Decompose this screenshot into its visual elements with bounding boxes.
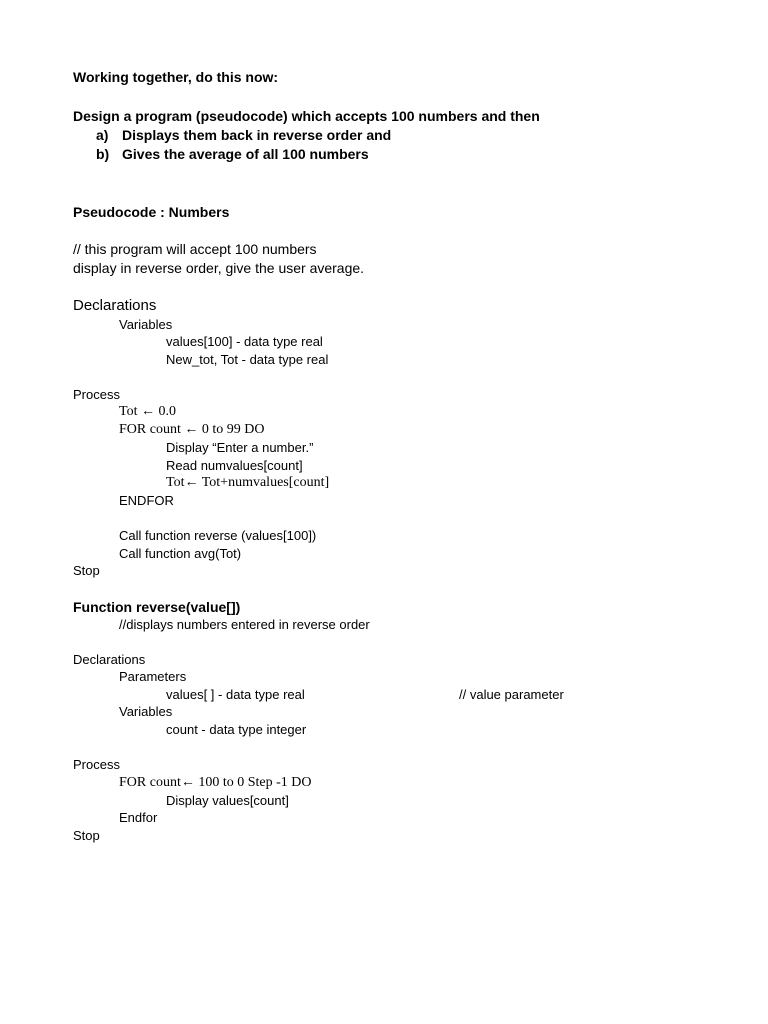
variable-line: values[100] - data type real <box>166 334 323 349</box>
task-item-label: b) <box>96 146 110 162</box>
task-item-text: Displays them back in reverse order and <box>122 127 392 143</box>
parameters-heading: Parameters <box>119 669 187 684</box>
parameter-note: // value parameter <box>459 687 564 702</box>
program-comment-line-2: display in reverse order, give the user average. <box>73 260 365 276</box>
task-item-b <box>96 146 369 162</box>
code-line: FOR count ← 0 to 99 DO <box>119 422 265 437</box>
program-comment-line-1: // this program will accept 100 numbers <box>73 241 317 257</box>
function-comment: //displays numbers entered in reverse order <box>119 617 370 632</box>
process-heading: Process <box>73 757 120 772</box>
code-line: Read numvalues[count] <box>166 458 303 473</box>
variables-heading: Variables <box>119 317 173 332</box>
pseudocode-title: Pseudocode : Numbers <box>73 204 230 220</box>
stop-line: Stop <box>73 828 100 843</box>
task-item-label: a) <box>96 127 109 143</box>
code-line: Display values[count] <box>166 793 289 808</box>
task-item-a <box>96 127 391 143</box>
variables-heading: Variables <box>119 704 173 719</box>
code-line: Call function avg(Tot) <box>119 546 242 561</box>
task-item-text: Gives the average of all 100 numbers <box>122 146 369 162</box>
variable-line: New_tot, Tot - data type real <box>166 352 329 367</box>
code-line: FOR count← 100 to 0 Step -1 DO <box>119 775 312 790</box>
code-line: Endfor <box>119 810 158 825</box>
worksheet-heading: Working together, do this now: <box>73 69 279 85</box>
process-heading: Process <box>73 387 120 402</box>
code-line: Tot ← 0.0 <box>119 404 176 419</box>
code-line: Call function reverse (values[100]) <box>119 528 317 543</box>
function-reverse-title: Function reverse(value[]) <box>73 599 241 615</box>
declarations-heading: Declarations <box>73 652 146 667</box>
parameter-line: values[ ] - data type real <box>166 687 305 702</box>
code-line: ENDFOR <box>119 493 174 508</box>
code-line: Display “Enter a number.” <box>166 440 314 455</box>
declarations-heading: Declarations <box>73 297 157 314</box>
variable-line: count - data type integer <box>166 722 307 737</box>
code-line: Tot← Tot+numvalues[count] <box>166 475 330 490</box>
task-statement: Design a program (pseudocode) which accepts 100 numbers and then <box>73 108 540 124</box>
stop-line: Stop <box>73 563 100 578</box>
